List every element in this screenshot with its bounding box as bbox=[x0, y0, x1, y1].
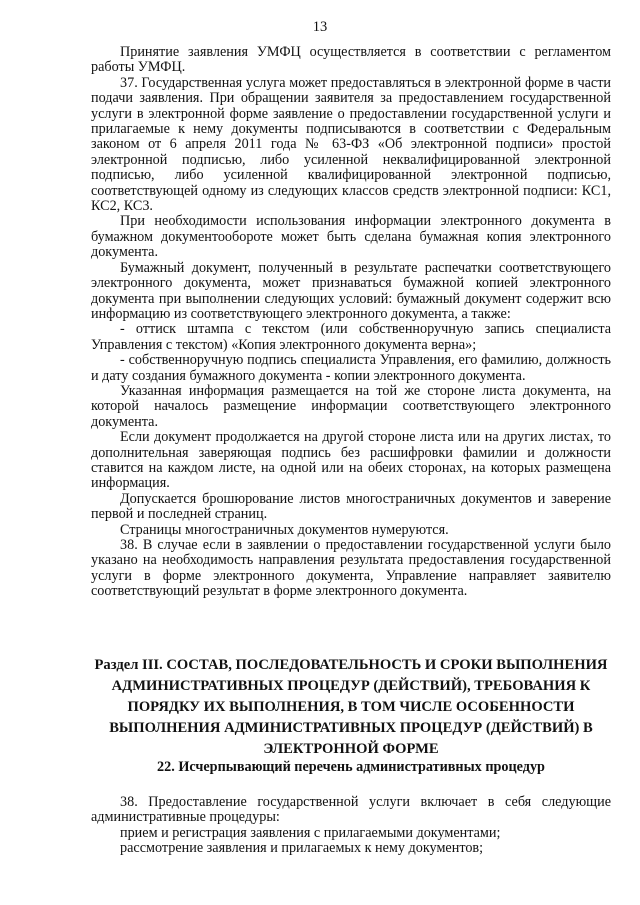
paragraph: 37. Государственная услуга может предоставляться в электронной форме в части подачи заявления. При обращении заявителя за предоставлением государственной услуги в электронной форме заявление о предоставлении государственной услуги и прилагаемые к нему документы подписываются в соответствии с Федеральным законом от 6 апреля 2011 года № 63-ФЗ «Об электронной подписи» простой электронной подписью, либо усиленной неквалифицированной электронной подписью, либо усиленной квалифицированной электронной подписью, соответствующей одному из следующих классов средств электронной подписи: КС1, КС2, КС3. bbox=[91, 74, 611, 215]
paragraph: Если документ продолжается на другой стороне листа или на других листах, то дополнительная заверяющая подпись без расшифровки фамилии и должности ставится на каждом листе, на одной или на обеих сторонах, на которых размещена информация. bbox=[91, 429, 611, 492]
paragraph: - оттиск штампа с текстом (или собственноручную запись специалиста Управления с текстом) «Копия электронного документа верна»; bbox=[91, 321, 611, 353]
paragraph: Указанная информация размещается на той же стороне листа документа, на которой началось размещение информации соответствующего электронного документа. bbox=[91, 382, 611, 430]
text-block-top bbox=[91, 45, 611, 600]
text-block-bottom bbox=[91, 795, 611, 857]
subsection-heading: 22. Исчерпывающий перечень административных процедур bbox=[157, 759, 545, 775]
paragraph: 38. В случае если в заявлении о предоставлении государственной услуги было указано на необходимость направления результата предоставления государственной услуги в форме электронного документа, Управление направляет заявителю соответствующий результат в форме электронного документа. bbox=[91, 537, 611, 600]
paragraph: Допускается брошюрование листов многостраничных документов и заверение первой и последней страниц. bbox=[91, 490, 611, 523]
section-heading-block bbox=[91, 655, 611, 760]
paragraph: 38. Предоставление государственной услуги включает в себя следующие административные процедуры: bbox=[91, 794, 611, 826]
paragraph: - собственноручную подпись специалиста Управления, его фамилию, должность и дату создания бумажного документа - копии электронного документа. bbox=[91, 352, 611, 384]
subsection-heading-block bbox=[91, 760, 611, 775]
paragraph: При необходимости использования информации электронного документа в бумажном документообороте может быть сделана бумажная копия электронного документа. bbox=[91, 213, 611, 261]
paragraph: Бумажный документ, полученный в результате распечатки соответствующего электронного документа, может признаваться бумажной копией электронного документа при выполнении следующих условий: бумажный документ содержит всю информацию из соответствующего электронного документа, а также: bbox=[91, 259, 611, 322]
list-item: рассмотрение заявления и прилагаемых к нему документов; bbox=[120, 840, 484, 857]
paragraph: Принятие заявления УМФЦ осуществляется в соответствии с регламентом работы УМФЦ. bbox=[91, 44, 611, 76]
page-number: 13 bbox=[312, 19, 328, 35]
list-item: прием и регистрация заявления с прилагаемыми документами; bbox=[120, 824, 501, 841]
section-heading: Раздел III. СОСТАВ, ПОСЛЕДОВАТЕЛЬНОСТЬ И СРОКИ ВЫПОЛНЕНИЯ АДМИНИСТРАТИВНЫХ ПРОЦЕДУР (ДЕЙСТВИЙ), ТРЕБОВАНИЯ К ПОРЯДКУ ИХ ВЫПОЛНЕНИЯ, В ТОМ ЧИСЛЕ ОСОБЕННОСТИ ВЫПОЛНЕНИЯ АДМИНИСТРАТИВНЫХ ПРОЦЕДУР (ДЕЙСТВИЙ) В ЭЛЕКТРОННОЙ ФОРМЕ bbox=[94, 657, 608, 757]
paragraph: Страницы многостраничных документов нумеруются. bbox=[120, 521, 449, 538]
